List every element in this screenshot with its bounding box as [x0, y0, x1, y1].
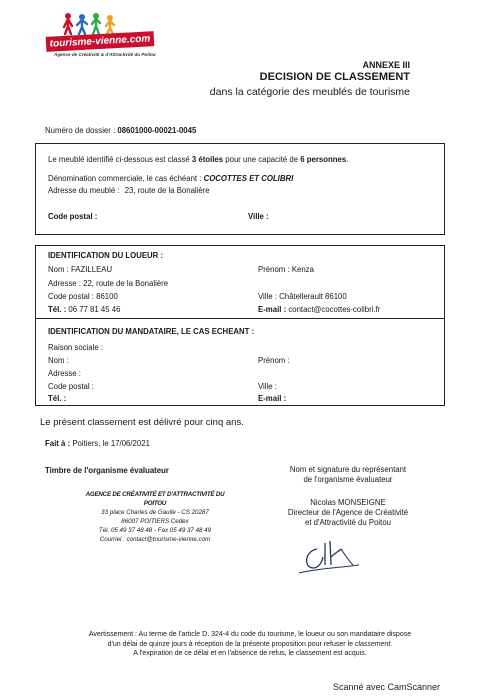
annex-label: ANNEXE III	[362, 60, 410, 70]
warning-line-1: Avertissement : Au terme de l'article D. 324-4 du code du tourisme, le loueur ou son mandataire dispose	[88, 631, 412, 638]
agent-tel-label: Tél. :	[48, 394, 67, 403]
tourisme-vienne-logo	[40, 12, 170, 64]
section-divider	[35, 318, 445, 319]
lessor-firstname-row	[258, 265, 314, 274]
document-title: DECISION DE CLASSEMENT	[259, 71, 410, 83]
capacity: 6 personnes	[300, 155, 347, 164]
agent-name-label: Nom :	[48, 356, 69, 365]
lessor-postal-label: Code postal :	[48, 292, 94, 301]
lessor-tel-label: Tél. :	[48, 305, 67, 314]
agent-company-label: Raison sociale :	[48, 343, 104, 352]
handwritten-signature	[295, 535, 375, 580]
lessor-name-value: FAZILLEAU	[70, 265, 113, 274]
lessor-address-value: 22, route de la Bonalière	[83, 279, 169, 288]
validity-statement: Le présent classement est délivré pour cinq ans.	[40, 417, 244, 428]
lessor-address-label: Adresse :	[48, 279, 81, 288]
stamp-line-org: AGENCE DE CRÉATIVITÉ ET D'ATTRACTIVITÉ DU POITOU	[85, 491, 225, 507]
document-subtitle: dans la catégorie des meublés de tourisme	[209, 86, 410, 98]
logo-brand: tourisme-vienne.com	[46, 31, 155, 52]
stamp-line-email: Courriel : contact@tourisme-vienne.com	[99, 536, 211, 543]
dossier-number	[45, 126, 196, 135]
property-postal-label: Code postal :	[48, 212, 98, 221]
lessor-city-row	[258, 292, 347, 301]
signer-label-2: de l'organisme évaluateur	[303, 475, 393, 484]
lessor-name-row	[48, 265, 112, 274]
lessor-postal-row	[48, 292, 118, 301]
dossier-label: Numéro de dossier :	[45, 126, 116, 135]
stamp-line-address: 33 place Charles de Gaulle - CS 20287	[101, 509, 209, 516]
lessor-firstname-value: Kenza	[291, 265, 314, 274]
agent-city-label: Ville :	[258, 382, 277, 391]
property-address-label: Adresse du meublé :	[48, 186, 120, 195]
warning-line-2-emphasis: classement.	[354, 640, 393, 648]
agent-firstname-label: Prénom :	[258, 356, 290, 365]
statement-pre: Le meublé identifié ci-dessous est classé	[48, 155, 190, 164]
organisation-stamp	[75, 490, 235, 544]
signer-role-2: et d'Attractivité du Poitou	[304, 518, 391, 527]
stamp-line-phone: Tél. 05 49 37 48 48 - Fax 05 49 37 48 49	[98, 527, 212, 534]
logo-tagline: Agence de Créativité & d'Attractivité du Poitou	[54, 52, 156, 57]
lessor-firstname-label: Prénom :	[258, 265, 290, 274]
trade-name-row	[48, 174, 293, 183]
agent-email-label: E-mail :	[258, 394, 287, 403]
lessor-email-label: E-mail :	[258, 305, 287, 314]
lessor-address-row	[48, 279, 168, 288]
trade-name-label: Dénomination commerciale, le cas échéant :	[48, 174, 202, 183]
stamp-label: Timbre de l'organisme évaluateur	[45, 466, 169, 475]
made-at-label: Fait à :	[45, 439, 71, 448]
lessor-tel-value: 06 77 81 45 46	[68, 305, 121, 314]
agent-heading: IDENTIFICATION DU MANDATAIRE, LE CAS ECHEANT :	[48, 327, 255, 336]
lessor-postal-value: 86100	[96, 292, 118, 301]
star-rating: 3 étoiles	[191, 155, 224, 164]
document-header	[210, 60, 410, 98]
warning-footer	[40, 630, 460, 659]
warning-line-2	[40, 640, 460, 650]
signer-block	[268, 465, 428, 528]
warning-line-2-text: d'un délai de quinze jours à réception de la présente proposition pour refuser le	[107, 640, 353, 648]
made-at-value: Poitiers, le 17/06/2021	[72, 439, 150, 448]
property-city-label: Ville :	[248, 212, 269, 221]
signer-name: Nicolas MONSEIGNE	[310, 498, 386, 507]
lessor-name-label: Nom :	[48, 265, 69, 274]
warning-line-3: A l'expiration de ce délai et en l'absence de refus, le classement est acquis.	[133, 650, 367, 657]
lessor-tel-row	[48, 305, 120, 314]
agent-address-label: Adresse :	[48, 369, 81, 378]
lessor-city-value: Châtellerault 86100	[279, 292, 347, 301]
dossier-value: 08601000-00021-0045	[117, 126, 197, 135]
lessor-email-value: contact@cocottes-colibri.fr	[288, 305, 381, 314]
property-address-value: 23, route de la Bonalière	[124, 186, 210, 195]
signer-role-1: Directeur de l'Agence de Créativité	[287, 508, 409, 517]
classification-statement	[48, 155, 348, 164]
signer-label-1: Nom et signature du représentant	[289, 465, 407, 474]
trade-name-value: COCOTTES ET COLIBRI	[203, 174, 294, 183]
agent-postal-label: Code postal :	[48, 382, 94, 391]
camscanner-watermark: Scanné avec CamScanner	[332, 682, 440, 692]
lessor-heading: IDENTIFICATION DU LOUEUR :	[48, 251, 164, 260]
property-address-row	[48, 186, 210, 195]
made-at-row	[45, 439, 150, 448]
lessor-city-label: Ville :	[258, 292, 277, 301]
lessor-email-row	[258, 305, 380, 314]
statement-mid: pour une capacité de	[225, 155, 299, 164]
statement-end: .	[346, 155, 349, 164]
stamp-line-city: 86007 POITIERS Cedex	[121, 518, 189, 525]
